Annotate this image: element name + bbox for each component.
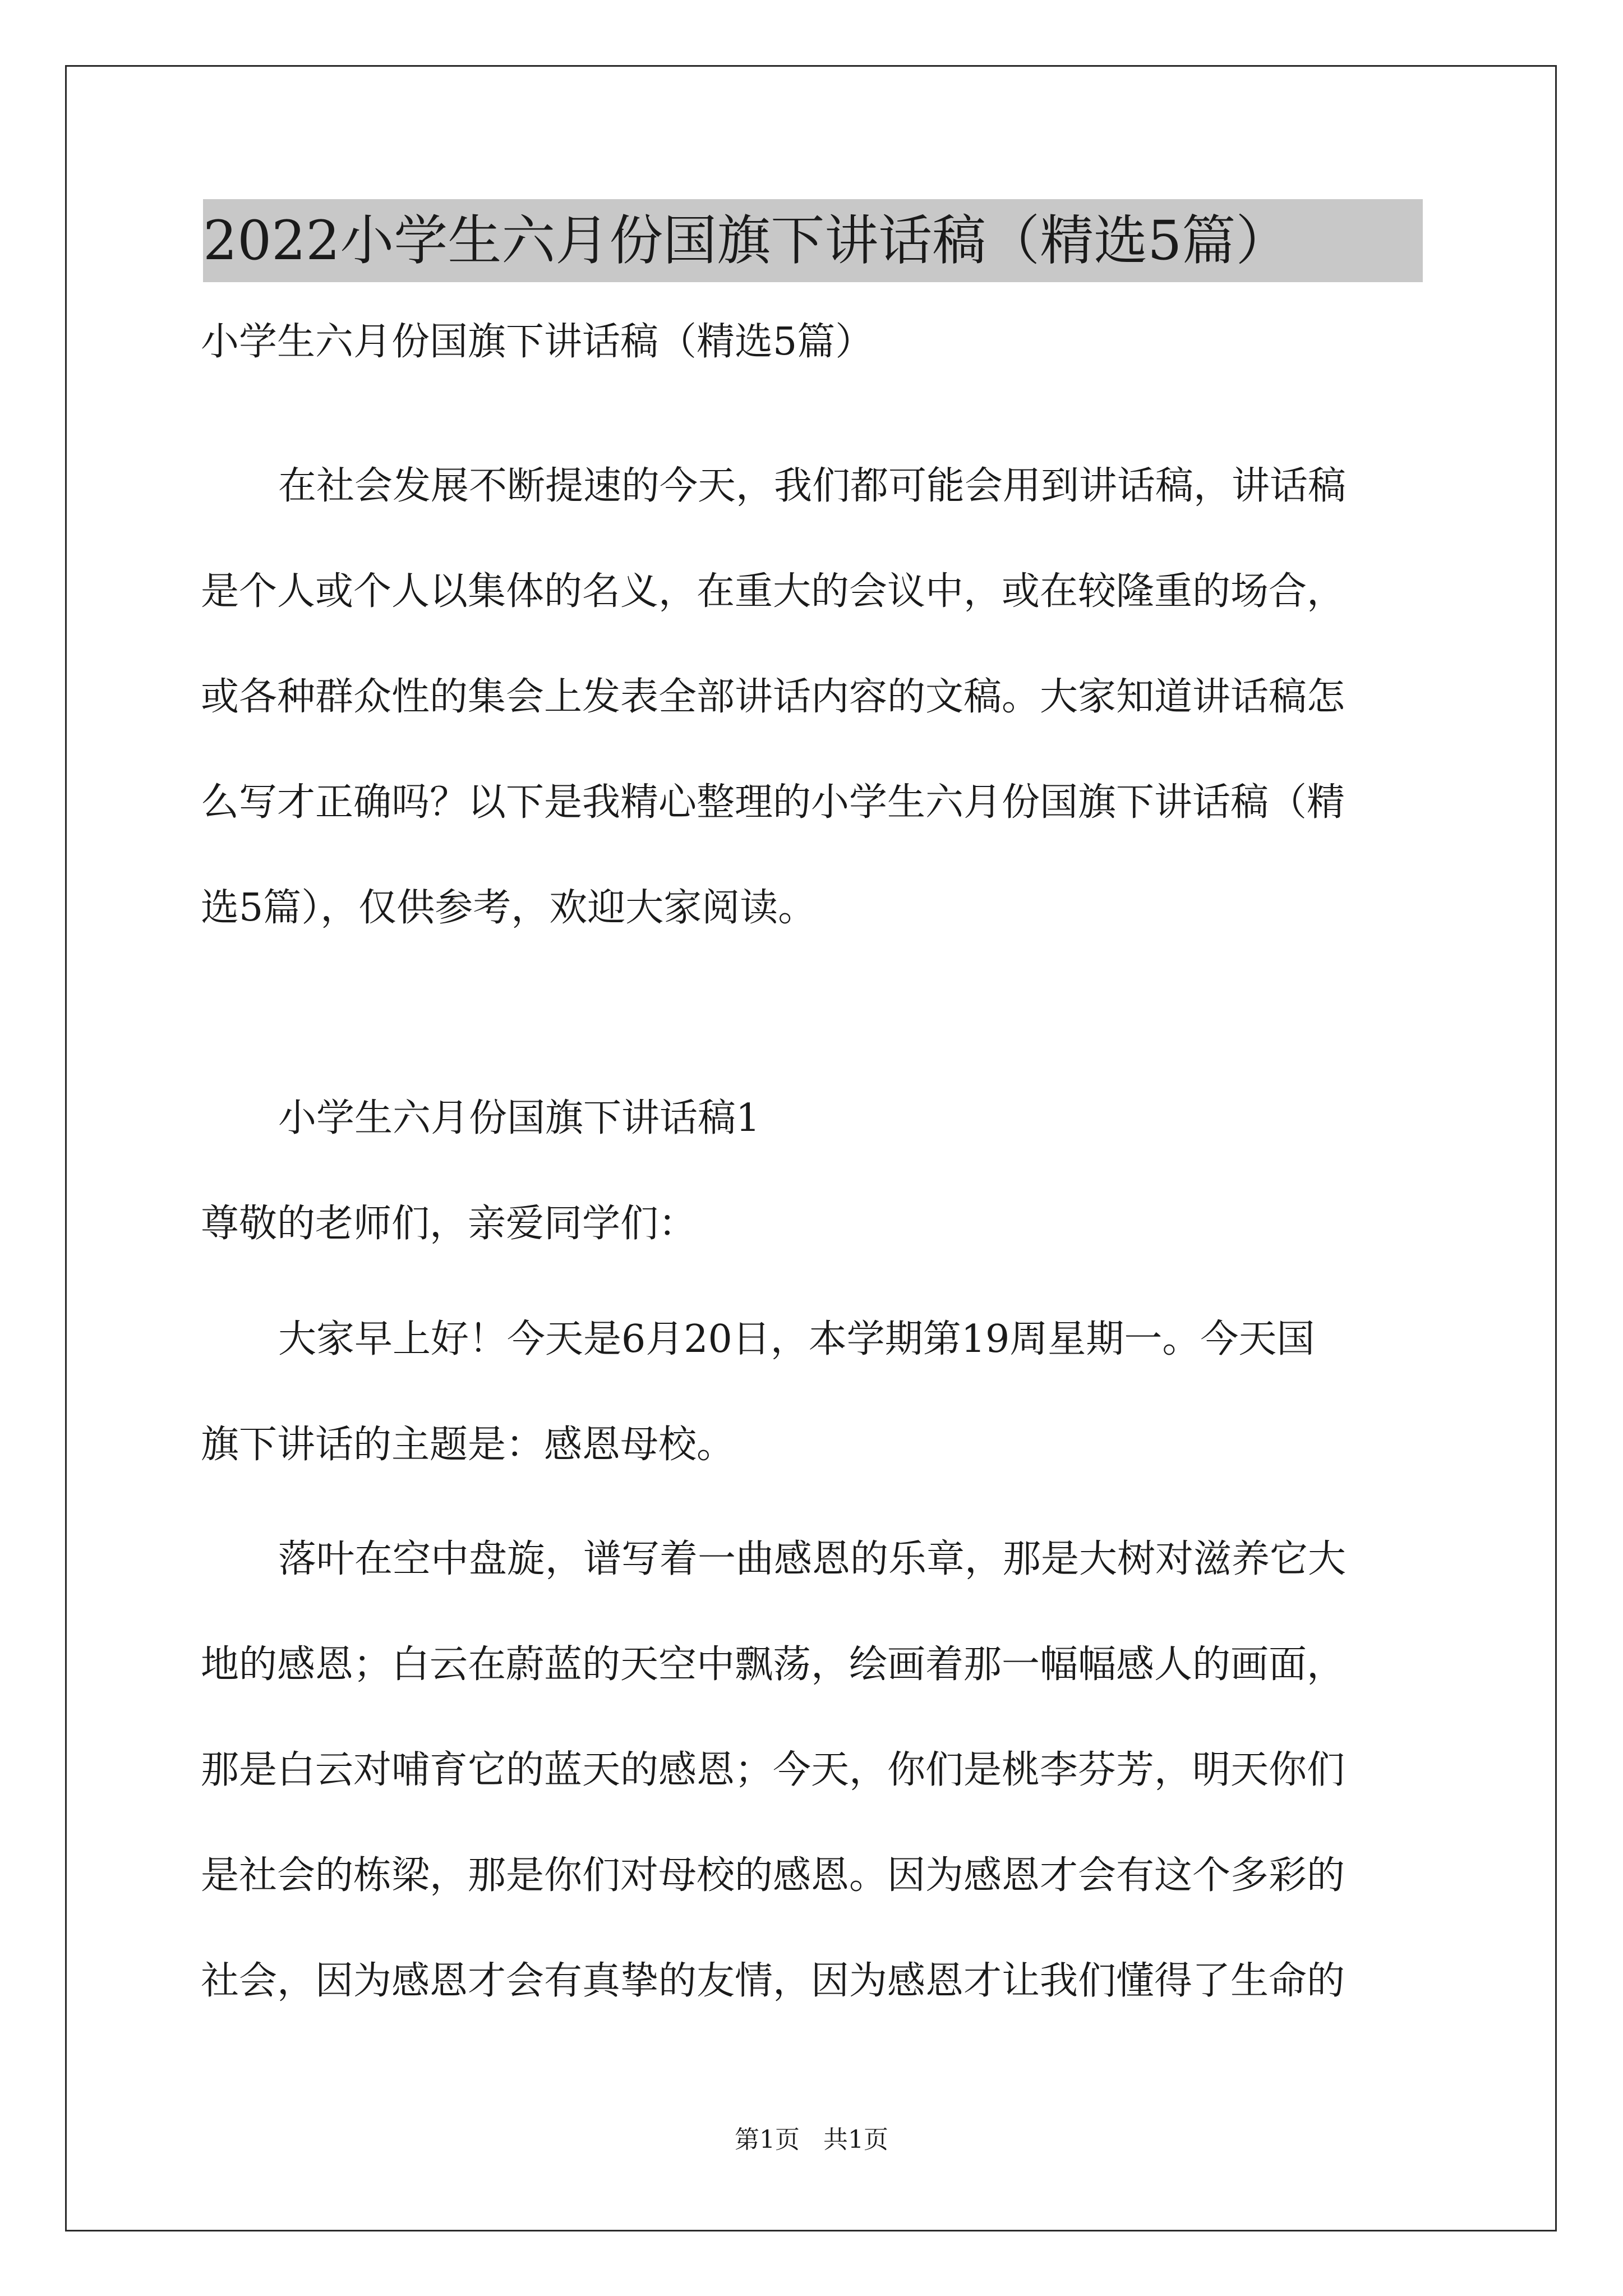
document-title: 2022小学生六月份国旗下讲话稿（精选5篇） [203,209,1290,272]
section-heading: 小学生六月份国旗下讲话稿1 [278,1096,760,1140]
page-total: 共1页 [823,2125,888,2154]
para1-line-1: 大家早上好！今天是6月20日，本学期第19周星期一。今天国 [278,1317,1315,1361]
para2-line-3: 那是白云对哺育它的蓝天的感恩；今天，你们是桃李芬芳，明天你们 [201,1748,1345,1792]
para1-line-2: 旗下讲话的主题是：感恩母校。 [201,1423,735,1467]
subtitle: 小学生六月份国旗下讲话稿（精选5篇） [201,320,874,364]
intro-line-2: 是个人或个人以集体的名义，在重大的会议中，或在较隆重的场合， [201,569,1345,614]
title-highlight [203,199,1423,282]
para2-line-5: 社会，因为感恩才会有真挚的友情，因为感恩才让我们懂得了生命的 [201,1959,1345,2003]
page-number: 第1页 [735,2125,800,2154]
intro-line-4: 么写才正确吗？以下是我精心整理的小学生六月份国旗下讲话稿（精 [201,780,1345,825]
intro-line-3: 或各种群众性的集会上发表全部讲话内容的文稿。大家知道讲话稿怎 [201,675,1345,719]
para2-line-4: 是社会的栋梁，那是你们对母校的感恩。因为感恩才会有这个多彩的 [201,1853,1345,1898]
page-footer [0,2123,1623,2157]
page-border [65,65,1557,2231]
intro-line-1: 在社会发展不断提速的今天，我们都可能会用到讲话稿，讲话稿 [278,464,1347,508]
para2-line-1: 落叶在空中盘旋，谱写着一曲感恩的乐章，那是大树对滋养它大 [278,1537,1347,1581]
para2-line-2: 地的感恩；白云在蔚蓝的天空中飘荡，绘画着那一幅幅感人的画面， [201,1642,1345,1687]
greeting: 尊敬的老师们，亲爱同学们： [201,1202,697,1246]
intro-line-5: 选5篇），仅供参考，欢迎大家阅读。 [201,886,817,930]
